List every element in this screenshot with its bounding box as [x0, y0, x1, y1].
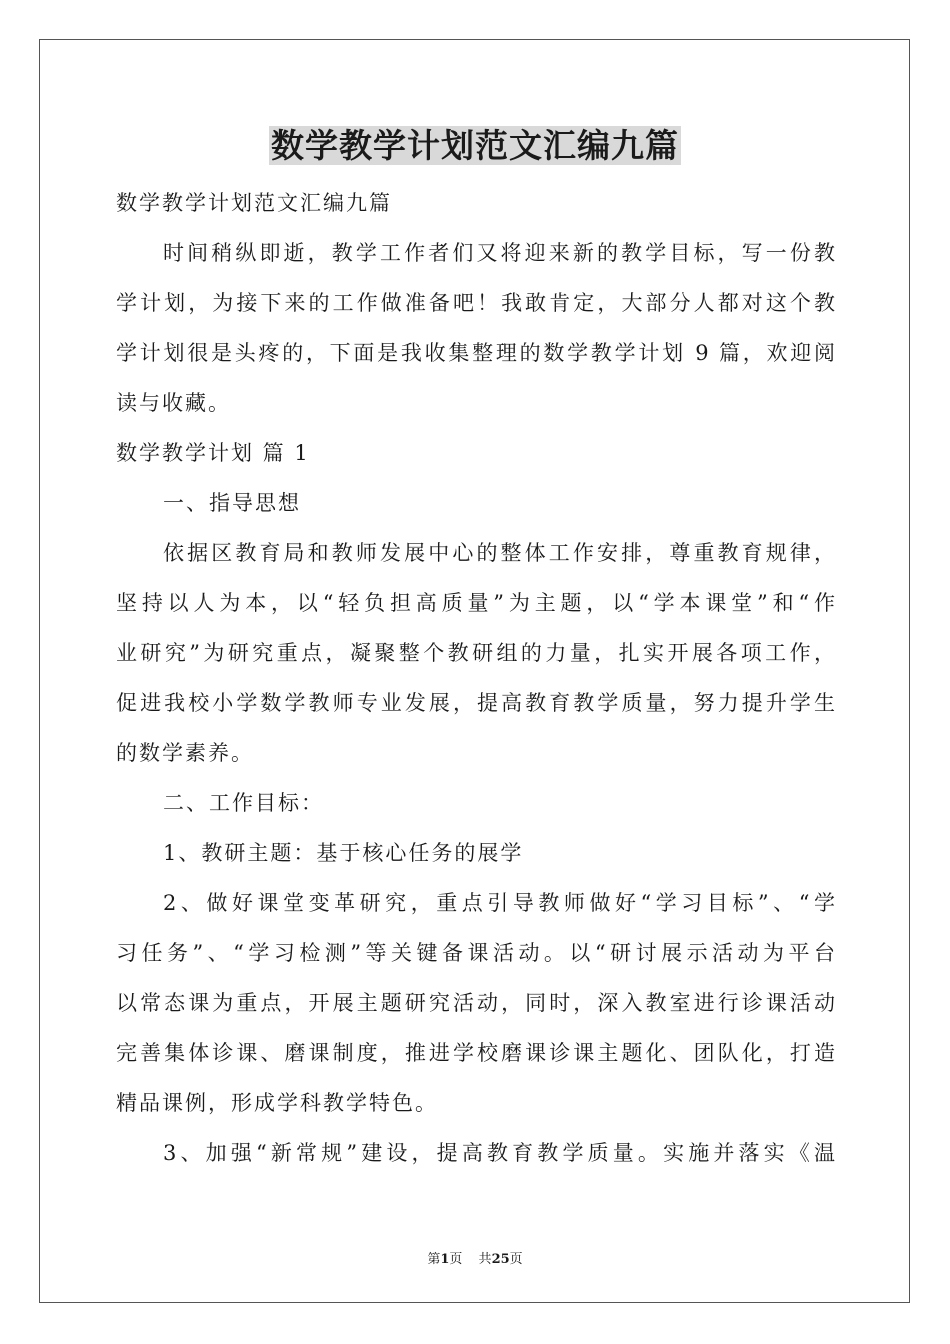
text-line: 精品课例，形成学科教学特色。 — [116, 1091, 438, 1115]
page-footer — [0, 1248, 950, 1267]
text-line: 数学教学计划 篇 1 — [116, 441, 310, 465]
text-line: 的数学素养。 — [116, 741, 254, 765]
text-line: 以常态课为重点，开展主题研究活动，同时，深入教室进行诊课活动 — [116, 991, 836, 1015]
text-line: 完善集体诊课、磨课制度，推进学校磨课诊课主题化、团队化，打造 — [116, 1041, 836, 1065]
text-line: 依据区教育局和教师发展中心的整体工作安排，尊重教育规律， — [163, 541, 836, 565]
total-suffix: 页 — [509, 1252, 523, 1267]
text-line: 业研究”为研究重点，凝聚整个教研组的力量，扎实开展各项工作， — [116, 641, 836, 665]
text-line: 促进我校小学数学教师专业发展，提高教育教学质量，努力提升学生 — [116, 691, 836, 715]
text-line: 学计划，为接下来的工作做准备吧！我敢肯定，大部分人都对这个教 — [116, 291, 836, 315]
text-line: 一、指导思想 — [163, 491, 301, 515]
text-line: 读与收藏。 — [116, 391, 231, 415]
text-line: 1、教研主题：基于核心任务的展学 — [163, 841, 524, 865]
total-num: 25 — [491, 1252, 510, 1267]
text-line: 2、做好课堂变革研究，重点引导教师做好“学习目标”、“学 — [163, 891, 836, 915]
page-number — [427, 1252, 462, 1267]
text-line: 时间稍纵即逝，教学工作者们又将迎来新的教学目标，写一份教 — [163, 241, 836, 265]
page-num: 1 — [440, 1252, 450, 1267]
page-prefix: 第 — [427, 1252, 441, 1267]
total-pages — [479, 1252, 523, 1267]
document-title: 数学教学计划范文汇编九篇 — [271, 126, 679, 165]
total-prefix: 共 — [478, 1252, 492, 1267]
page-suffix: 页 — [449, 1252, 463, 1267]
document-title-wrap — [0, 124, 950, 168]
text-line: 习任务”、“学习检测”等关键备课活动。以“研讨展示活动为平台 — [116, 941, 836, 965]
text-line: 二、工作目标： — [163, 791, 324, 815]
text-line: 3、加强“新常规”建设，提高教育教学质量。实施并落实《温 — [163, 1141, 836, 1165]
text-line: 学计划很是头疼的，下面是我收集整理的数学教学计划 9 篇，欢迎阅 — [116, 341, 836, 365]
document-body — [116, 178, 836, 1178]
text-line: 坚持以人为本，以“轻负担高质量”为主题，以“学本课堂”和“作 — [116, 591, 836, 615]
text-line: 数学教学计划范文汇编九篇 — [116, 191, 392, 215]
